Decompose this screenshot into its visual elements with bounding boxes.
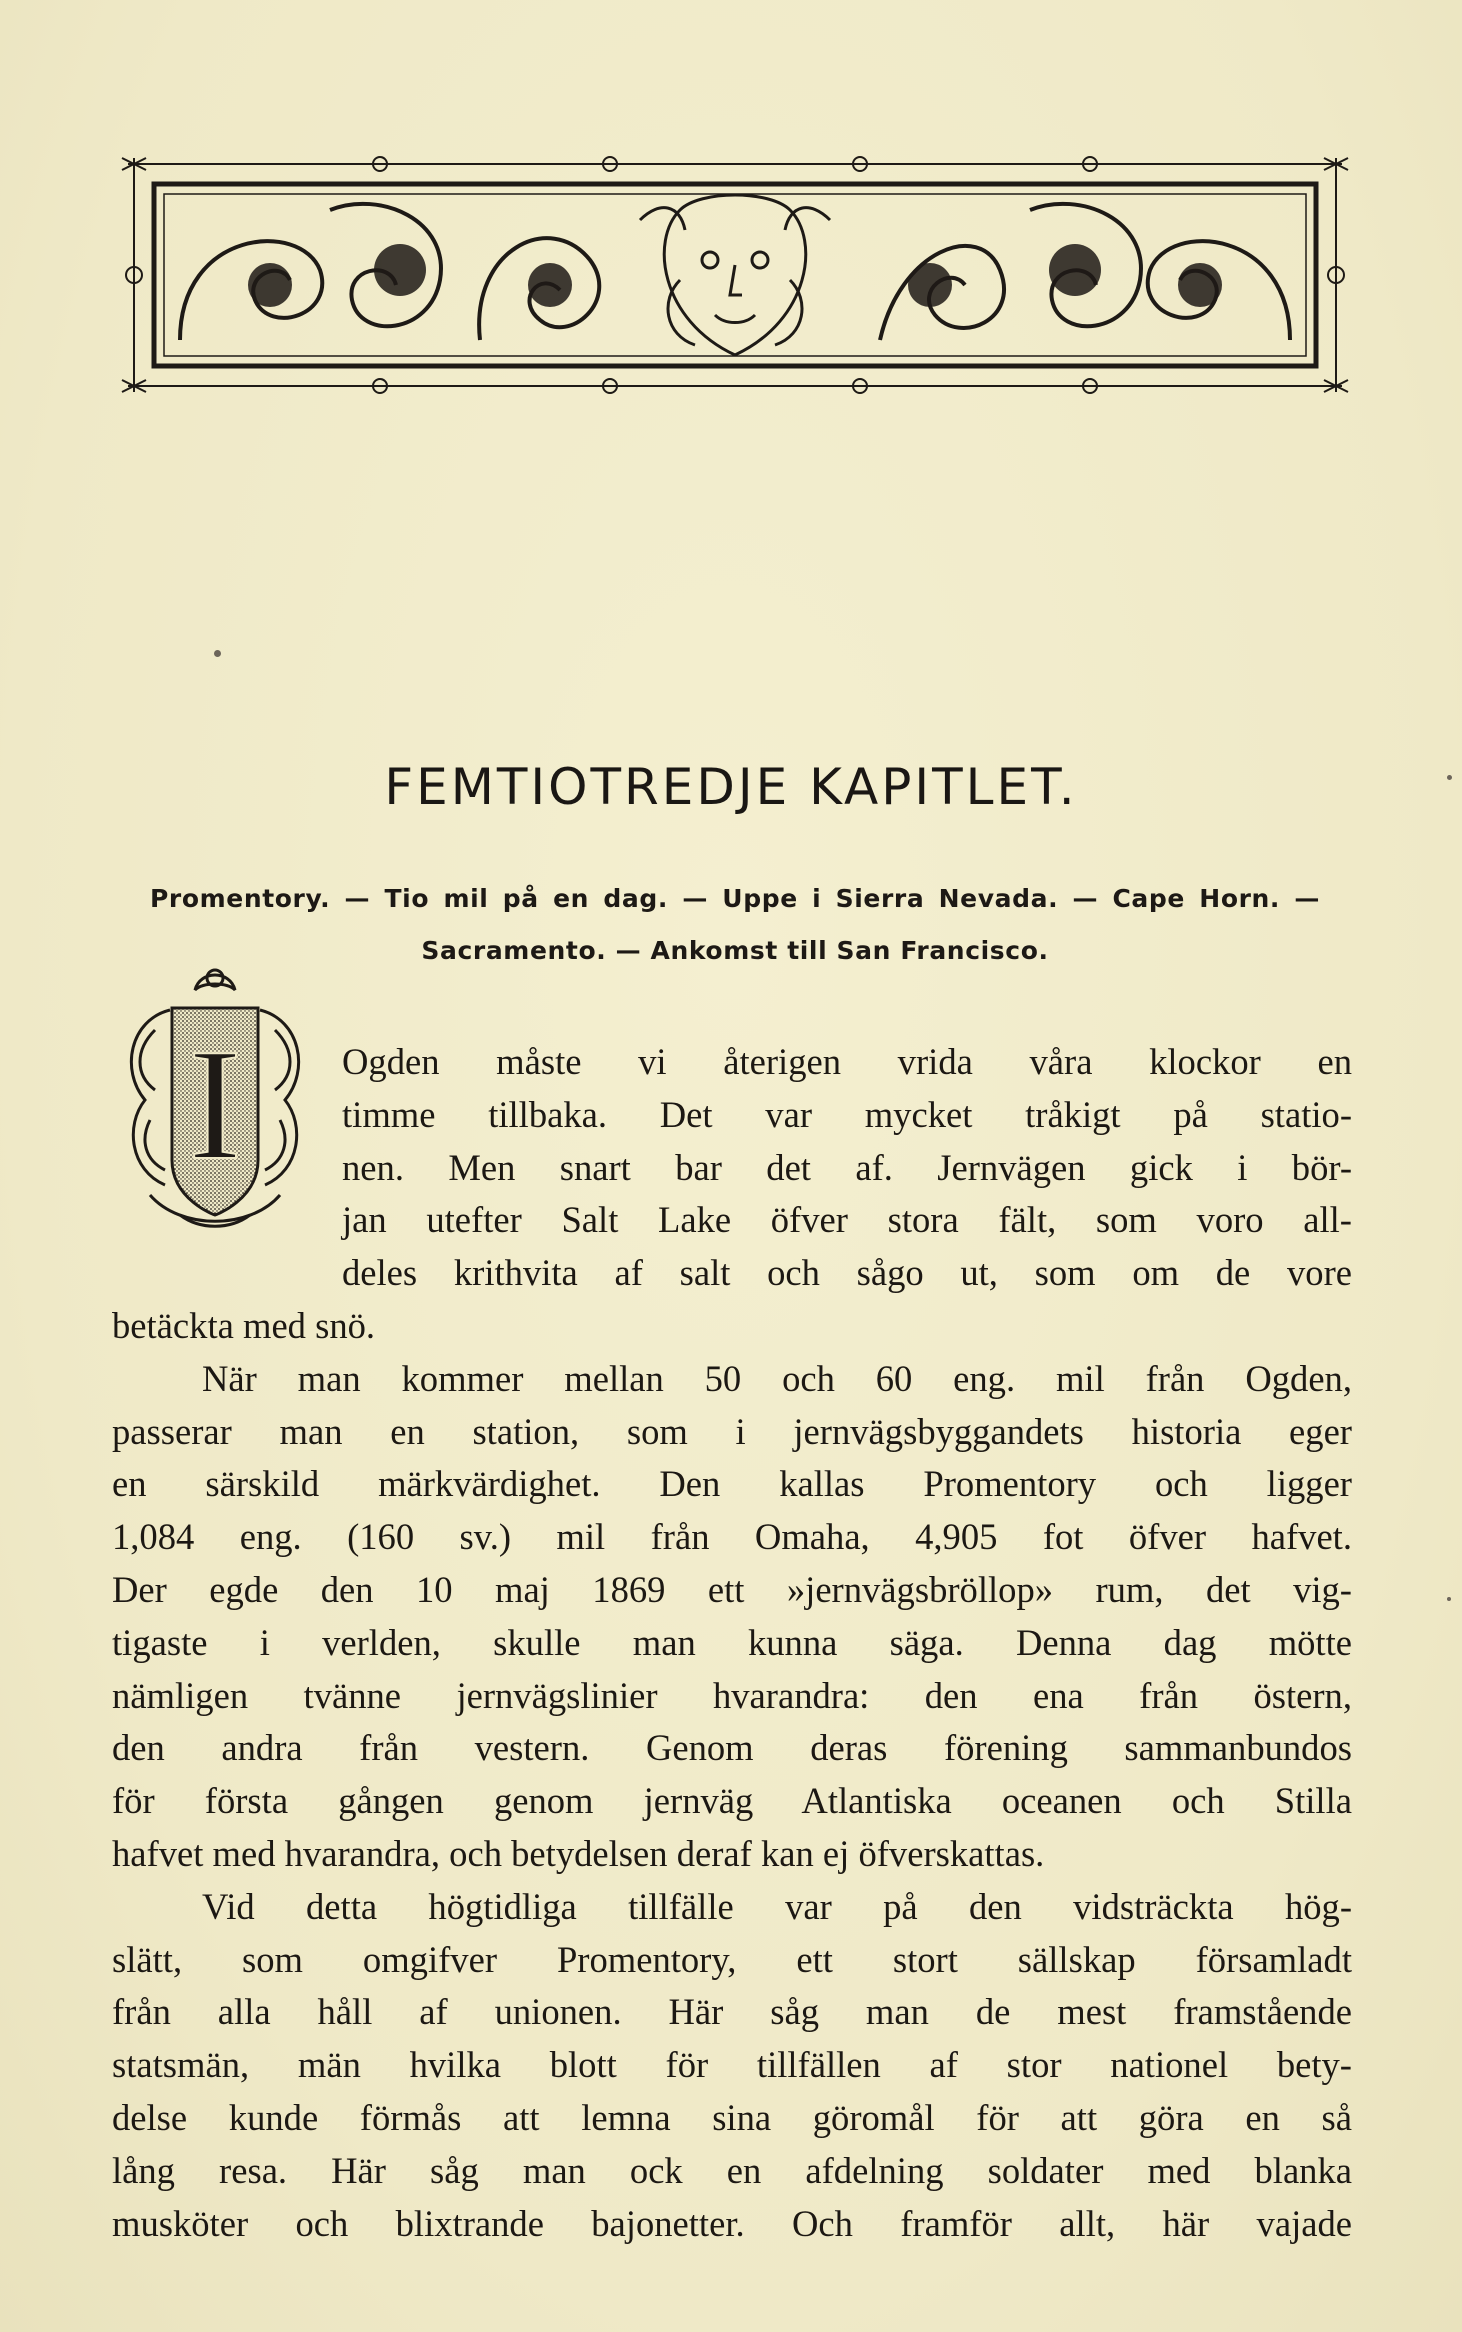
text-line: slätt, som omgifver Promentory, ett stort sällskap församladt <box>112 1938 1352 1980</box>
text-line: Der egde den 10 maj 1869 ett »jernvägsbröllop» rum, det vig- <box>112 1568 1352 1610</box>
text-line: betäckta med snö. <box>112 1304 376 1346</box>
text-line: passerar man en station, som i jernvägsbyggandets historia eger <box>112 1410 1352 1452</box>
text-line: lång resa. Här såg man ock en afdelning soldater med blanka <box>112 2149 1352 2191</box>
text-line: den andra från vestern. Genom deras förening sammanbundos <box>112 1727 1352 1769</box>
text-line: musköter och blixtrande bajonetter. Och framför allt, här vajade <box>112 2202 1352 2244</box>
paper-speck <box>1447 1597 1451 1601</box>
text-line: Vid detta högtidliga tillfälle var på den vidsträckta hög- <box>202 1885 1352 1927</box>
text-line: nen. Men snart bar det af. Jernvägen gick i bör- <box>342 1146 1352 1188</box>
text-line: tigaste i verlden, skulle man kunna säga. Denna dag mötte <box>112 1621 1352 1663</box>
drop-cap-letter: I <box>188 1015 242 1193</box>
text-line: timme tillbaka. Det var mycket tråkigt på statio- <box>342 1093 1352 1135</box>
text-line: 1,084 eng. (160 sv.) mil från Omaha, 4,905 fot öfver hafvet. <box>112 1516 1352 1558</box>
ornamental-header-band <box>120 150 1350 400</box>
paper-speck <box>1447 775 1452 780</box>
text-line: delse kunde förmås att lemna sina göromål för att göra en så <box>112 2096 1352 2138</box>
text-line: statsmän, män hvilka blott för tillfällen af stor nationel bety- <box>112 2044 1352 2086</box>
text-line: hafvet med hvarandra, och betydelsen deraf kan ej öfverskattas. <box>112 1832 1045 1874</box>
text-line: jan utefter Salt Lake öfver stora fält, som voro all- <box>342 1199 1352 1241</box>
text-line: från alla håll af unionen. Här såg man de mest framstående <box>112 1991 1352 2033</box>
text-line: När man kommer mellan 50 och 60 eng. mil från Ogden, <box>202 1357 1352 1399</box>
body-text <box>112 1036 1352 2250</box>
chapter-summary: Promentory. — Tio mil på en dag. — Uppe i Sierra Nevada. — Cape Horn. — Sacramento. — Ankomst till San Francisco. <box>150 884 1320 965</box>
text-line: för första gången genom jernväg Atlantiska oceanen och Stilla <box>112 1780 1352 1822</box>
text-line: deles krithvita af salt och sågo ut, som om de vore <box>342 1252 1352 1294</box>
chapter-title: FEMTIOTREDJE KAPITLET. <box>384 758 1078 816</box>
text-line: Ogden måste vi återigen vrida våra klockor en <box>342 1041 1352 1082</box>
paper-speck <box>214 650 221 657</box>
text-line: en särskild märkvärdighet. Den kallas Promentory och ligger <box>112 1463 1352 1505</box>
text-line: nämligen tvänne jernvägslinier hvarandra: den ena från östern, <box>112 1674 1352 1716</box>
